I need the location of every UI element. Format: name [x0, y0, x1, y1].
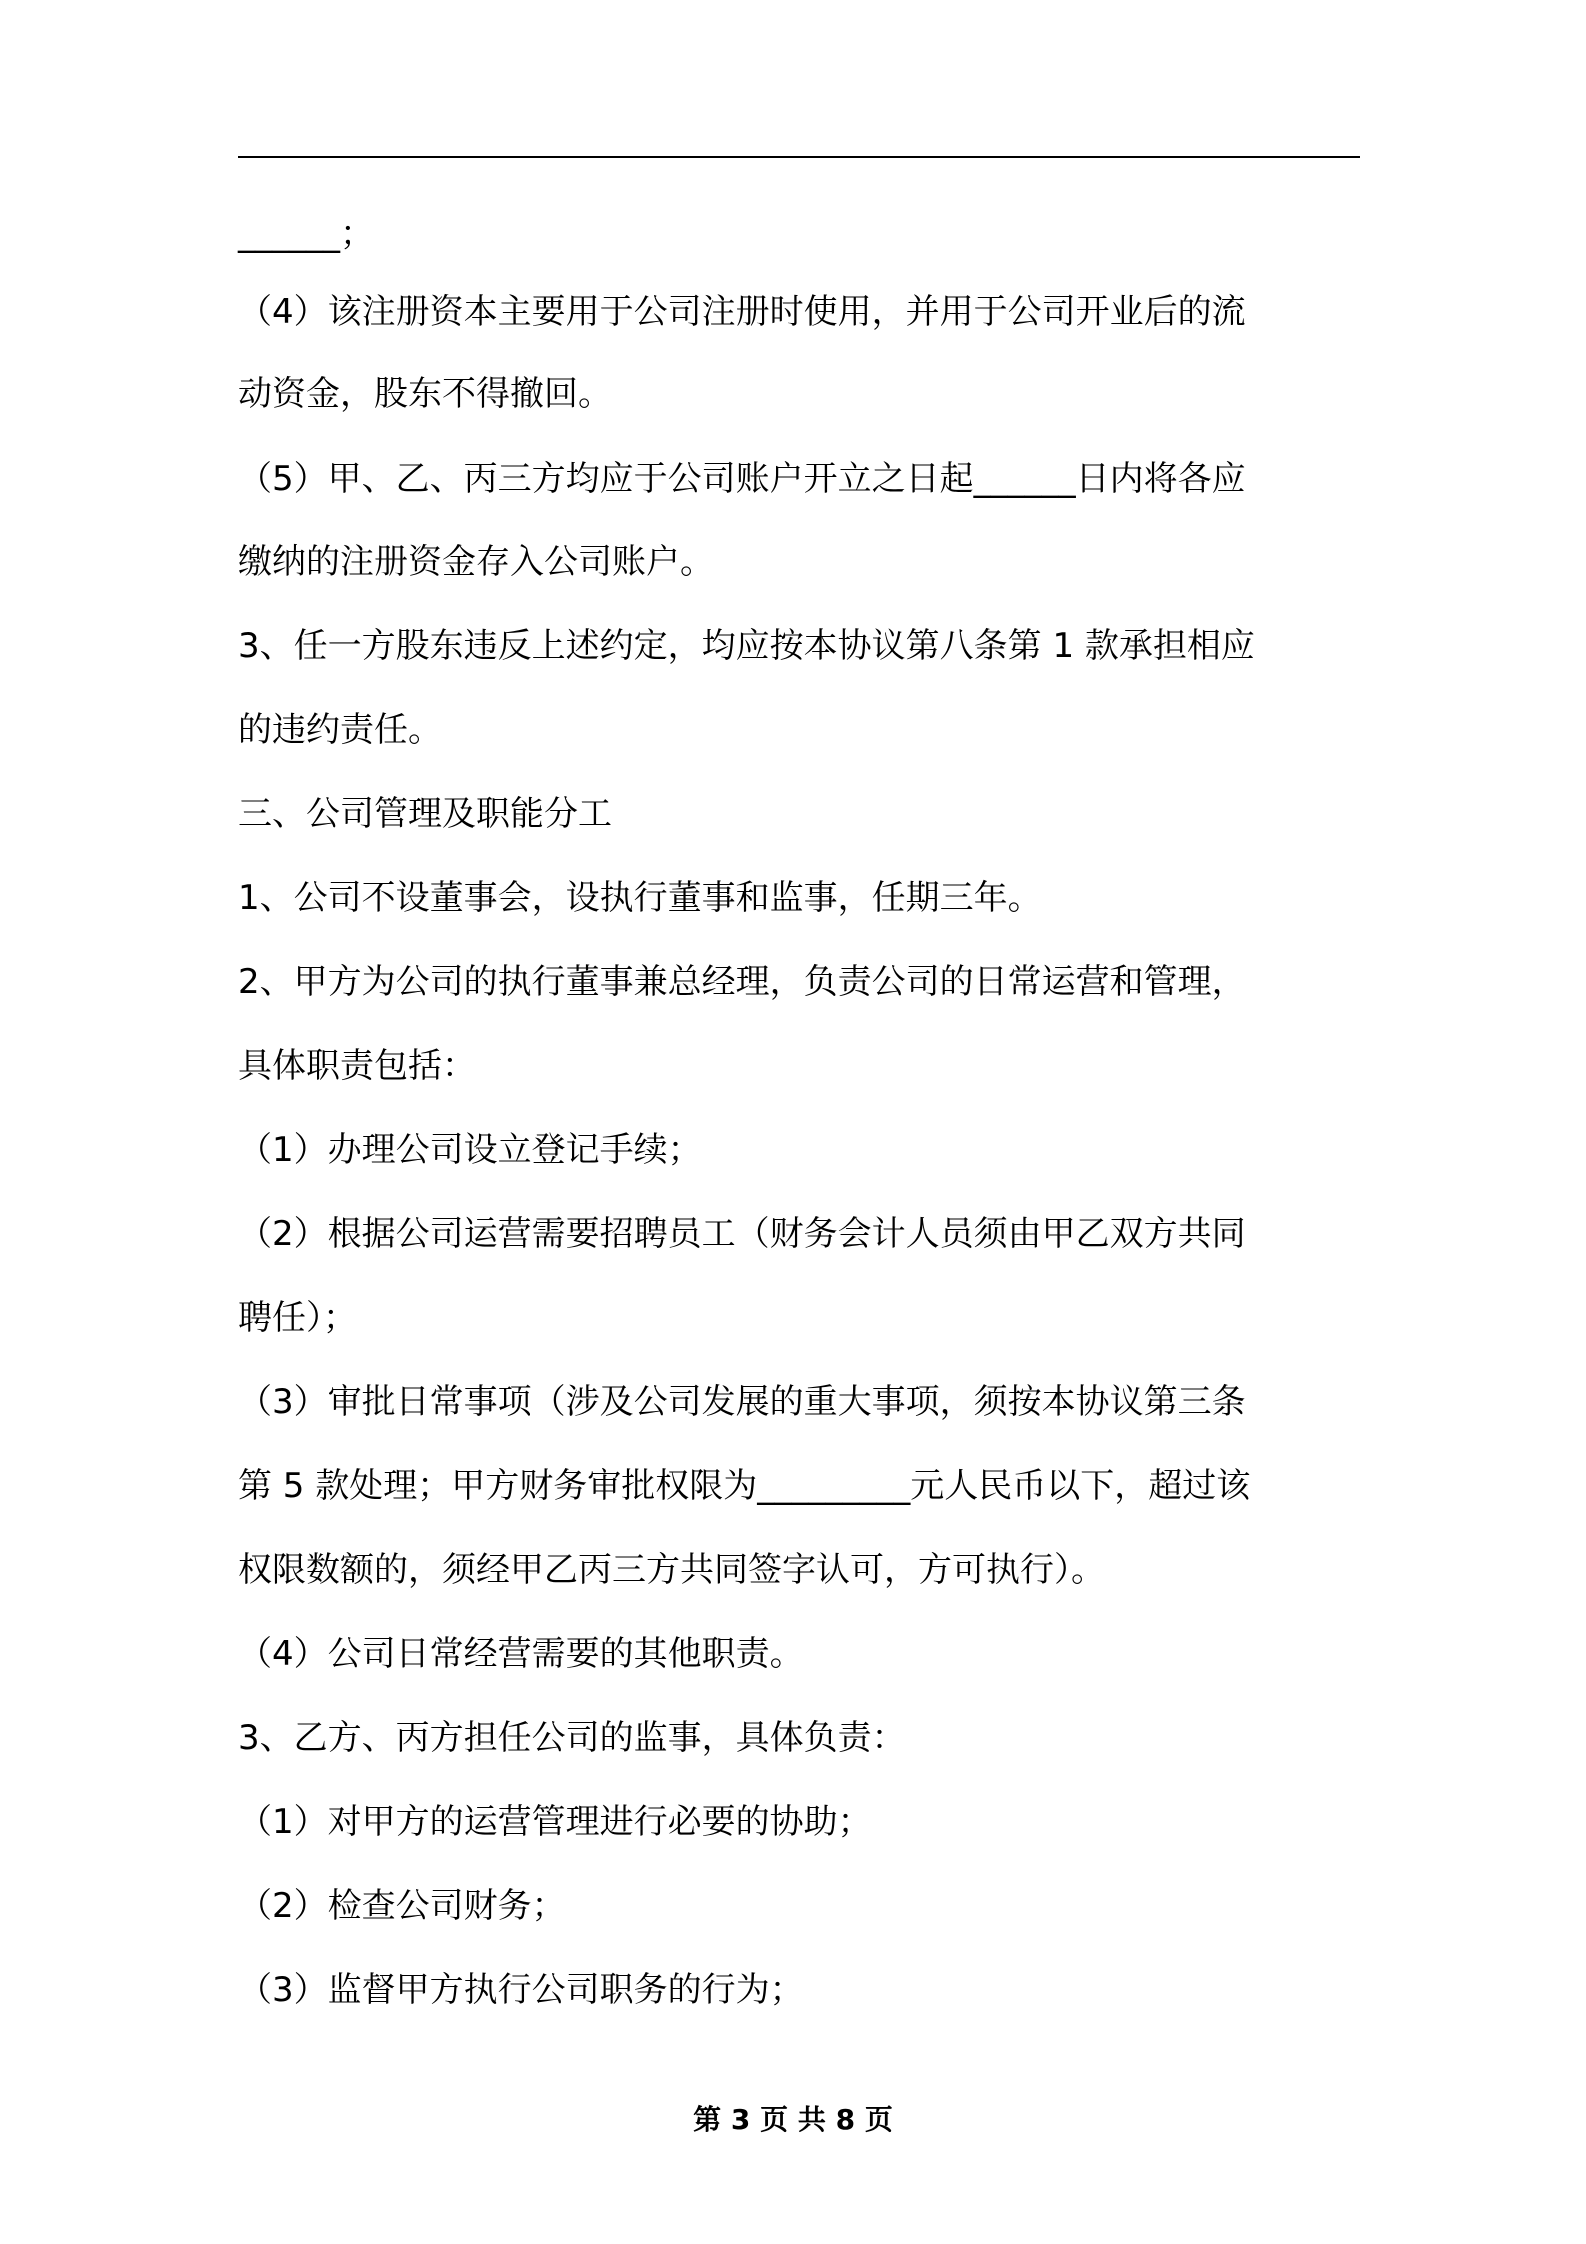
- text-line-5: 缴纳的注册资金存入公司账户。: [238, 542, 714, 582]
- text-line-6: 3、任一方股东违反上述约定，均应按本协议第八条第 1 款承担相应: [238, 626, 1255, 666]
- text-line-18: （4）公司日常经营需要的其他职责。: [238, 1634, 804, 1674]
- text-line-4: （5）甲、乙、丙三方均应于公司账户开立之日起______日内将各应: [238, 459, 1246, 499]
- text-line-22: （3）监督甲方执行公司职务的行为；: [238, 1970, 804, 2010]
- text-line-13: （2）根据公司运营需要招聘员工（财务会计人员须由甲乙双方共同: [238, 1214, 1246, 1254]
- text-line-7: 的违约责任。: [238, 710, 442, 750]
- text-line-2: （4）该注册资本主要用于公司注册时使用，并用于公司开业后的流: [238, 292, 1246, 332]
- section-heading: 三、公司管理及职能分工: [238, 794, 612, 834]
- text-line-16: 第 5 款处理；甲方财务审批权限为_________元人民币以下，超过该: [238, 1466, 1251, 1506]
- text-line-19: 3、乙方、丙方担任公司的监事，具体负责：: [238, 1718, 906, 1758]
- text-line-12: （1）办理公司设立登记手续；: [238, 1130, 702, 1170]
- text-line-20: （1）对甲方的运营管理进行必要的协助；: [238, 1802, 872, 1842]
- text-line-9: 1、公司不设董事会，设执行董事和监事，任期三年。: [238, 878, 1042, 918]
- text-line-17: 权限数额的，须经甲乙丙三方共同签字认可，方可执行）。: [238, 1550, 1105, 1590]
- text-line-1: ______；: [238, 214, 374, 254]
- text-line-3: 动资金，股东不得撤回。: [238, 374, 612, 414]
- text-line-11: 具体职责包括：: [238, 1046, 476, 1086]
- text-line-14: 聘任）；: [238, 1298, 357, 1338]
- text-line-15: （3）审批日常事项（涉及公司发展的重大事项，须按本协议第三条: [238, 1382, 1246, 1422]
- header-rule: [238, 156, 1360, 158]
- text-line-10: 2、甲方为公司的执行董事兼总经理，负责公司的日常运营和管理，: [238, 962, 1246, 1002]
- text-line-21: （2）检查公司财务；: [238, 1886, 566, 1926]
- page-number-footer: 第 3 页 共 8 页: [693, 2103, 893, 2136]
